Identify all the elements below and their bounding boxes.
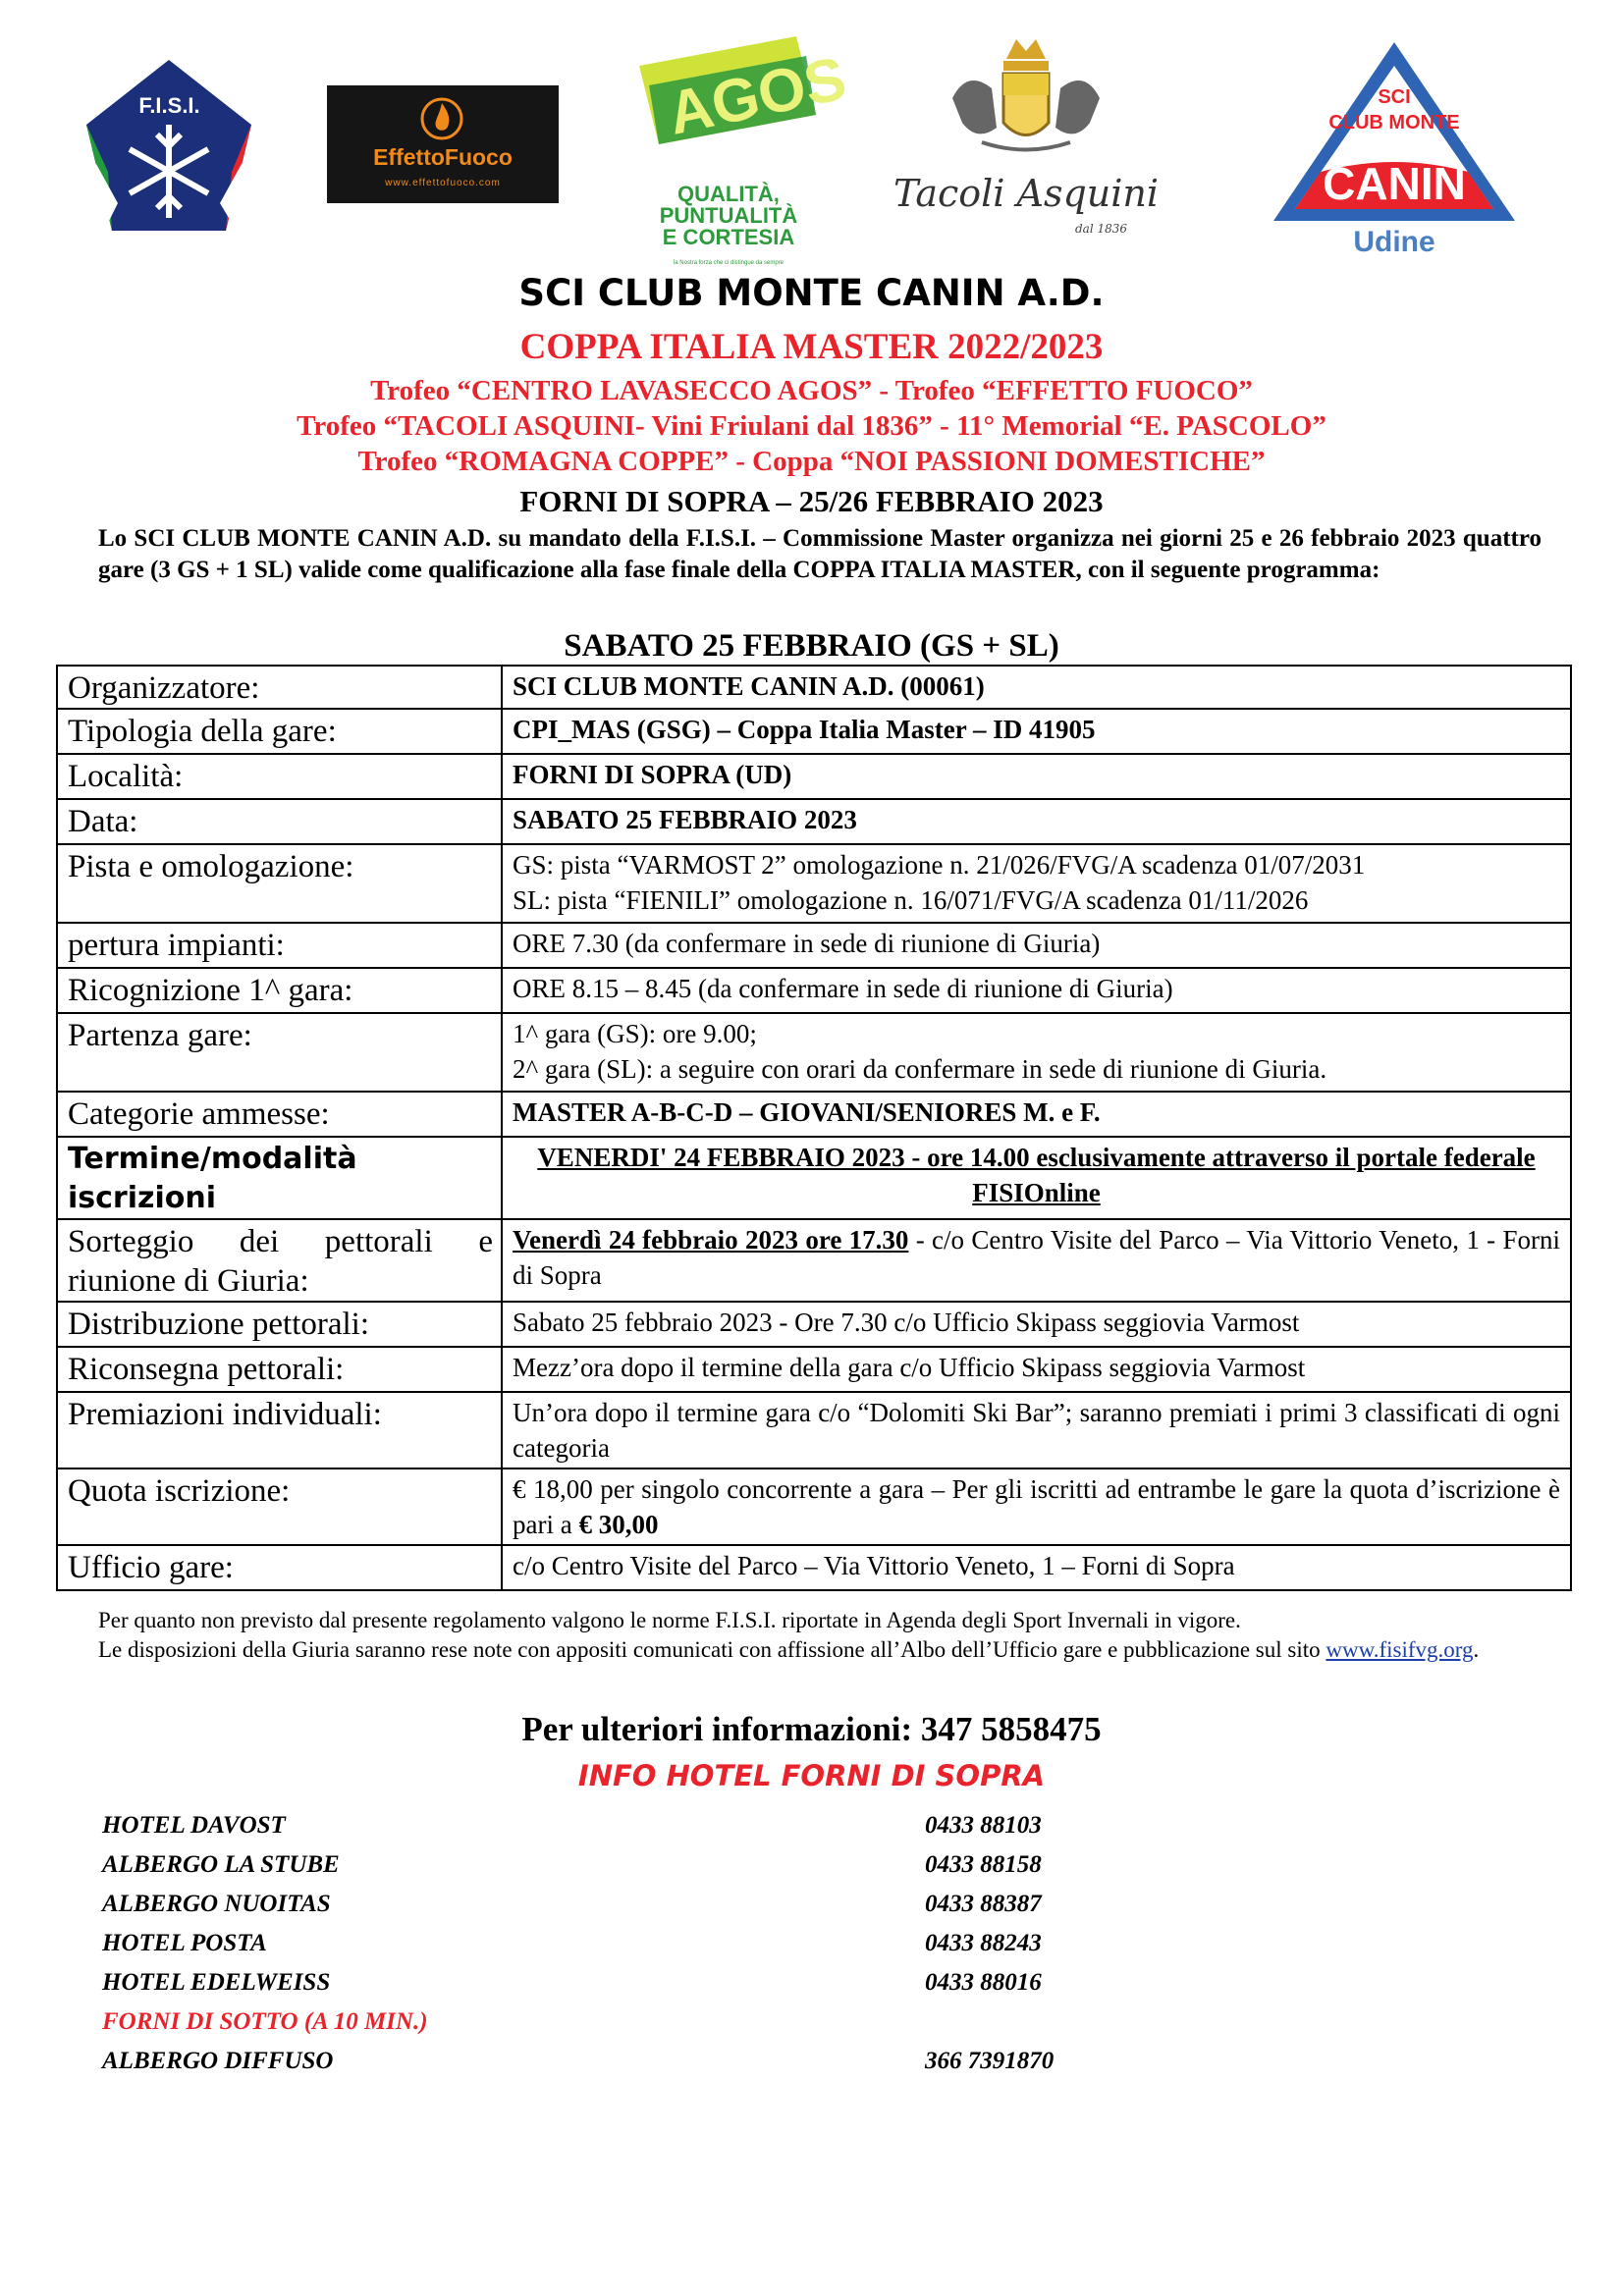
list-item: [102, 1845, 1182, 1885]
table-row: [57, 1137, 1571, 1219]
row-value: Sabato 25 febbraio 2023 - Ore 7.30 c/o Ufficio Skipass seggiovia Varmost: [502, 1302, 1571, 1347]
row-value: SCI CLUB MONTE CANIN A.D. (00061): [502, 666, 1571, 709]
agos-slogan-line: PUNTUALITÀ: [659, 203, 798, 228]
row-value: Un’ora dopo il termine gara c/o “Dolomiti Ski Bar”; saranno premiati i primi 3 classificati di ogni categoria: [502, 1392, 1571, 1468]
list-item: [102, 1806, 1182, 1845]
pista-gs: GS: pista “VARMOST 2” omologazione n. 21/026/FVG/A scadenza 01/07/2031: [513, 850, 1366, 880]
table-row: [57, 1013, 1571, 1092]
row-value: [502, 844, 1571, 923]
row-value: ORE 7.30 (da confermare in sede di riunione di Giuria): [502, 923, 1571, 968]
regulation-note: [98, 1606, 1542, 1665]
row-label: Partenza gare:: [57, 1013, 502, 1092]
section-title: FORNI DI SOTTO (A 10 MIN.): [102, 2008, 428, 2035]
row-value: Mezz’ora dopo il termine della gara c/o Ufficio Skipass seggiovia Varmost: [502, 1347, 1571, 1392]
svg-text:CLUB MONTE: CLUB MONTE: [1328, 112, 1460, 133]
fisi-text: F.I.S.I.: [138, 93, 200, 118]
row-value: [502, 1468, 1571, 1545]
snowflake-icon: [79, 56, 260, 238]
forni-di-sotto-heading: [102, 2002, 1182, 2042]
row-label: Tipologia della gare:: [57, 709, 502, 754]
table-row: [57, 1092, 1571, 1137]
table-row: [57, 709, 1571, 754]
agos-slogan-line: E CORTESIA: [662, 225, 795, 249]
sorteggio-date: Venerdì 24 febbraio 2023 ore 17.30: [513, 1225, 909, 1255]
row-label: Categorie ammesse:: [57, 1092, 502, 1137]
hotel-info-title: INFO HOTEL FORNI DI SOPRA: [577, 1759, 1046, 1792]
list-item: [102, 1885, 1182, 1924]
svg-text:SCI: SCI: [1378, 86, 1411, 108]
row-label: Sorteggio dei pettorali e riunione di Giuria:: [57, 1219, 502, 1302]
fisifvg-link[interactable]: www.fisifvg.org: [1325, 1637, 1474, 1662]
row-label: Località:: [57, 754, 502, 799]
table-row: [57, 1392, 1571, 1468]
row-value: VENERDI' 24 FEBBRAIO 2023 - ore 14.00 esclusivamente attraverso il portale federale FISIOnline: [502, 1137, 1571, 1219]
row-label: Premiazioni individuali:: [57, 1392, 502, 1468]
effetto-fuoco-url: www.effettofuoco.com: [385, 178, 501, 188]
note-line: [98, 1635, 1542, 1665]
hotel-phone: 0433 88016: [925, 1969, 1042, 1996]
partenza-gara-1: 1^ gara (GS): ore 9.00;: [513, 1019, 757, 1048]
hotel-name: HOTEL DAVOST: [102, 1812, 286, 1839]
svg-text:AGOS: AGOS: [662, 44, 852, 148]
hotel-name: ALBERGO NUOITAS: [102, 1891, 331, 1917]
partenza-gara-2: 2^ gara (SL): a seguire con orari da confermare in sede di riunione di Giuria.: [513, 1054, 1327, 1084]
hotel-phone: 0433 88103: [925, 1812, 1042, 1839]
quota-text: € 18,00 per singolo concorrente a gara – Per gli iscritti ad entrambe le gare la quota d’iscrizione è pari a: [513, 1474, 1560, 1539]
hotel-name: HOTEL POSTA: [102, 1930, 267, 1956]
intro-paragraph: Lo SCI CLUB MONTE CANIN A.D. su mandato della F.I.S.I. – Commissione Master organizza nei giorni 25 e 26 febbraio 2023 quattro gare (3 GS + 1 SL) valide come qualificazione alla fase finale della COPPA ITALIA MASTER, con il seguente programma:: [98, 525, 1542, 583]
effetto-fuoco-name: EffettoFuoco: [373, 144, 513, 170]
table-row: [57, 844, 1571, 923]
row-value: [502, 1013, 1571, 1092]
row-value: SABATO 25 FEBBRAIO 2023: [502, 799, 1571, 844]
fisi-logo: [79, 56, 260, 238]
effetto-fuoco-logo: [327, 85, 559, 203]
row-label: pertura impianti:: [57, 923, 502, 968]
note-line: Per quanto non previsto dal presente regolamento valgono le norme F.I.S.I. riportate in Agenda degli Sport Invernali in vigore.: [98, 1608, 1241, 1632]
row-value: CPI_MAS (GSG) – Coppa Italia Master – ID 41905: [502, 709, 1571, 754]
list-item: [102, 2042, 1182, 2081]
list-item: [102, 1963, 1182, 2002]
tacoli-date: dal 1836: [1075, 222, 1128, 236]
coppa-title: COPPA ITALIA MASTER 2022/2023: [519, 327, 1104, 367]
pista-sl: SL: pista “FIENILI” omologazione n. 16/071/FVG/A scadenza 01/11/2026: [513, 885, 1309, 915]
quota-amount: € 30,00: [578, 1510, 659, 1539]
note-text: .: [1473, 1637, 1480, 1662]
note-text: Le disposizioni della Giuria saranno rese note con appositi comunicati con affissione all’Albo dell’Ufficio gare e pubblicazione sul sito: [98, 1637, 1326, 1662]
trofeo-line: Trofeo “CENTRO LAVASECCO AGOS” - Trofeo “EFFETTO FUOCO”: [370, 375, 1253, 406]
table-row: [57, 1468, 1571, 1545]
hotel-name: ALBERGO DIFFUSO: [102, 2048, 334, 2074]
table-row: [57, 754, 1571, 799]
row-label: Organizzatore:: [57, 666, 502, 709]
sci-club-canin-logo: [1262, 34, 1527, 260]
mountain-icon: [1262, 34, 1527, 231]
row-value: [502, 1219, 1571, 1302]
row-value: ORE 8.15 – 8.45 (da confermare in sede di riunione di Giuria): [502, 968, 1571, 1013]
hotel-name: HOTEL EDELWEISS: [102, 1969, 331, 1996]
hotel-phone: 0433 88158: [925, 1851, 1042, 1878]
row-label: Riconsegna pettorali:: [57, 1347, 502, 1392]
hotel-phone: 366 7391870: [925, 2048, 1055, 2074]
table-row: [57, 1219, 1571, 1302]
agos-tagline: la Nostra forza che ci distingue da sempre: [673, 260, 784, 266]
hotel-name: ALBERGO LA STUBE: [102, 1851, 340, 1878]
coat-of-arms-icon: [923, 29, 1129, 167]
sorteggio-place: - c/o Centro Visite del Parco – Via Vittorio Veneto, 1 - Forni di Sopra: [513, 1225, 1560, 1290]
info-phone: Per ulteriori informazioni: 347 5858475: [521, 1710, 1102, 1748]
trofeo-line: Trofeo “ROMAGNA COPPE” - Coppa “NOI PASSIONI DOMESTICHE”: [357, 446, 1266, 477]
hotel-phone: 0433 88243: [925, 1930, 1042, 1956]
table-row: [57, 1347, 1571, 1392]
row-label: Quota iscrizione:: [57, 1468, 502, 1545]
table-row: [57, 1302, 1571, 1347]
agos-slogan: [625, 184, 832, 248]
row-label: Ufficio gare:: [57, 1545, 502, 1590]
tacoli-asquini-logo: [884, 29, 1168, 236]
agos-slogan-line: QUALITÀ,: [677, 182, 780, 206]
row-label: Ricognizione 1^ gara:: [57, 968, 502, 1013]
table-row: [57, 923, 1571, 968]
race-program-table: [56, 665, 1572, 1591]
tacoli-script: Tacoli Asquini: [893, 172, 1160, 215]
svg-text:CANIN: CANIN: [1323, 158, 1466, 209]
table-row: [57, 666, 1571, 709]
event-place-date: FORNI DI SOPRA – 25/26 FEBBRAIO 2023: [519, 484, 1104, 518]
flame-icon: [421, 95, 462, 142]
table-row: [57, 799, 1571, 844]
hotel-phone: 0433 88387: [925, 1891, 1042, 1917]
row-label: Termine/modalità iscrizioni: [57, 1137, 502, 1219]
row-label: Distribuzione pettorali:: [57, 1302, 502, 1347]
trofeo-line: Trofeo “TACOLI ASQUINI- Vini Friulani dal 1836” - 11° Memorial “E. PASCOLO”: [297, 410, 1326, 442]
table-row: [57, 1545, 1571, 1590]
club-title: SCI CLUB MONTE CANIN A.D.: [518, 272, 1105, 314]
hotel-list: [102, 1806, 1182, 2081]
list-item: [102, 1924, 1182, 1963]
agos-logo: [625, 36, 852, 266]
row-label: Data:: [57, 799, 502, 844]
row-value: c/o Centro Visite del Parco – Via Vittorio Veneto, 1 – Forni di Sopra: [502, 1545, 1571, 1590]
table-row: [57, 968, 1571, 1013]
row-value: MASTER A-B-C-D – GIOVANI/SENIORES M. e F.: [502, 1092, 1571, 1137]
canin-city: Udine: [1353, 226, 1435, 258]
day-heading: SABATO 25 FEBBRAIO (GS + SL): [564, 628, 1059, 664]
row-value: FORNI DI SOPRA (UD): [502, 754, 1571, 799]
agos-mark-icon: [629, 36, 852, 164]
row-label: Pista e omologazione:: [57, 844, 502, 923]
